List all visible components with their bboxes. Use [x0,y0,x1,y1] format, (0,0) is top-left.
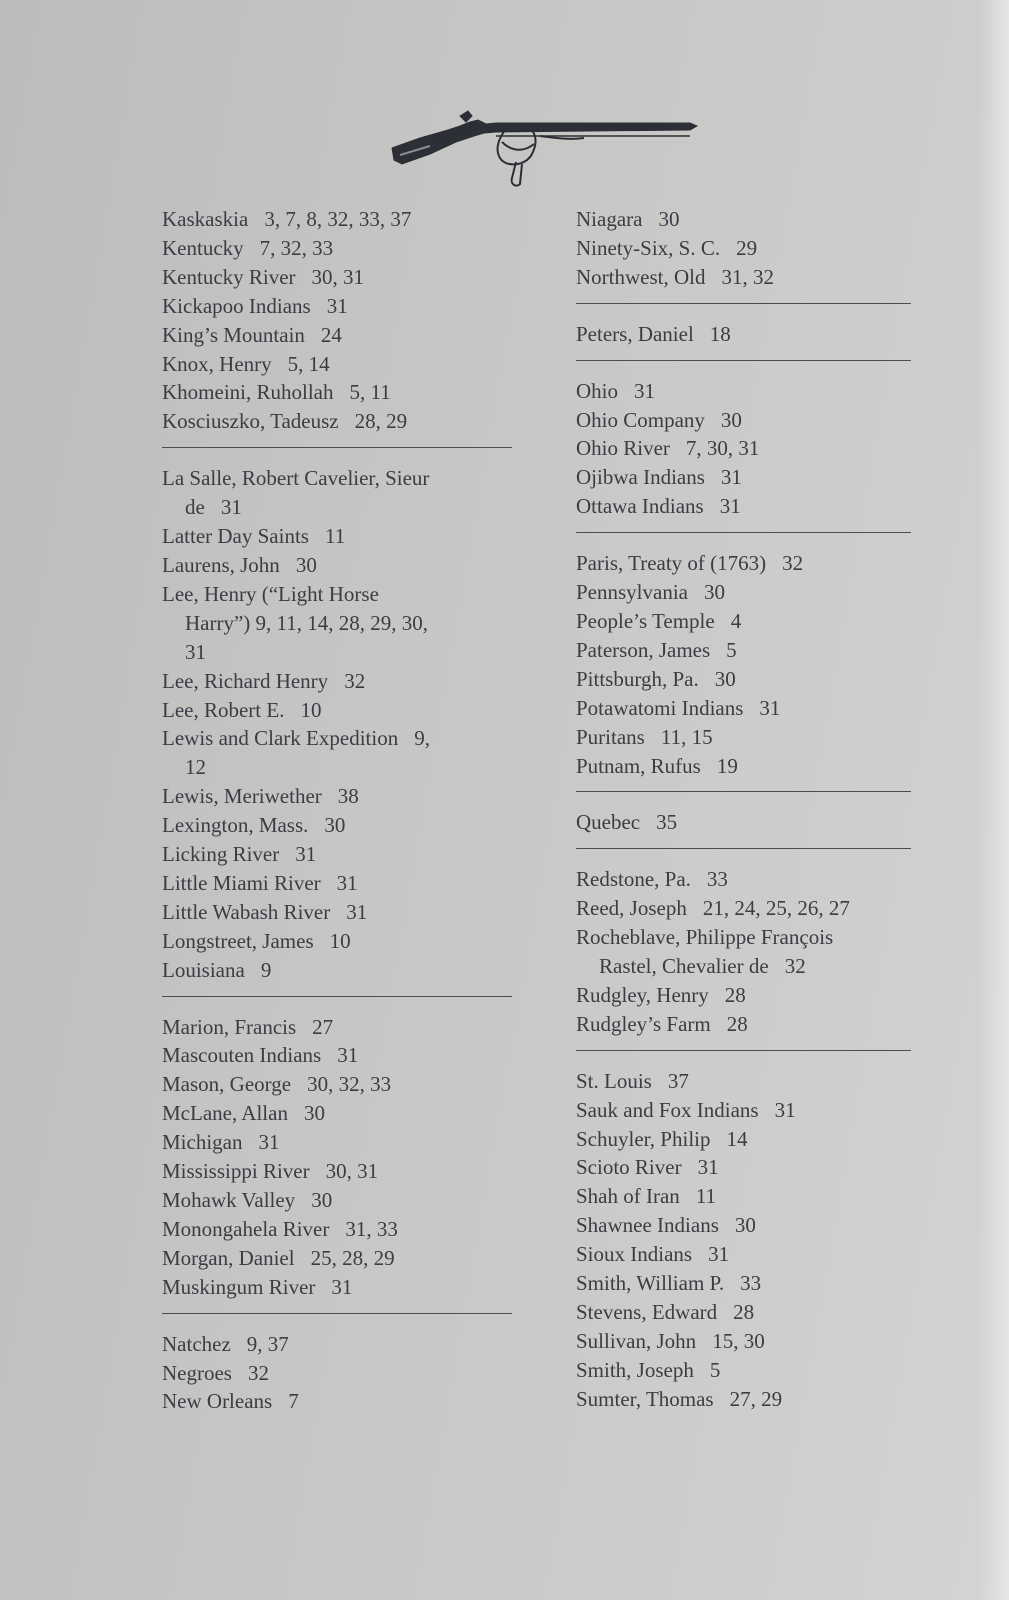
index-entry [576,578,911,607]
entry-pages: 4 [730,608,742,633]
entry-term: Louisiana [162,957,245,982]
section-divider [576,303,911,304]
index-entry-continuation [162,638,512,667]
section-divider [162,996,512,997]
index-entry [162,956,512,985]
section-divider [576,532,911,533]
entry-term: Scioto River [576,1155,682,1180]
index-entry [162,205,512,234]
entry-pages: 28, 29 [354,409,408,434]
index-entry [576,923,911,952]
entry-pages: 31 [774,1097,796,1122]
section-divider [576,791,911,792]
index-entry [576,607,911,636]
page-edge-shading [979,0,1009,1600]
entry-pages: 31 [759,695,781,720]
index-entry [576,808,911,837]
entry-pages: 33 [706,867,728,892]
flintlock-musket-with-powder-horn-icon [390,108,710,192]
entry-pages: 3, 7, 8, 32, 33, 37 [264,207,412,231]
index-entry [576,723,911,752]
index-entry [162,1215,512,1244]
entry-term: Redstone, Pa. [576,867,691,892]
index-entry [162,1041,512,1070]
section-divider [576,1050,911,1051]
entry-term-continued: Harry”) 9, 11, 14, 28, 29, 30, [185,610,429,635]
index-entry [576,549,911,578]
entry-pages: 30 [295,552,317,577]
entry-pages-continued: 12 [185,755,206,780]
entry-term: Sullivan, John [576,1328,697,1353]
entry-pages: 30, 31 [311,264,365,289]
entry-pages: 32 [784,954,806,979]
index-entry [576,320,911,349]
entry-term: Shawnee Indians [576,1213,719,1238]
entry-term: Little Wabash River [162,899,331,924]
entry-pages: 5, 11 [349,380,391,405]
entry-term: Mohawk Valley [162,1188,296,1212]
entry-pages: 31, 32 [721,264,774,289]
entry-term: Ninety-Six, S. C. [576,235,721,260]
entry-term: Rudgley’s Farm [576,1011,711,1036]
entry-pages: 29 [736,235,758,260]
index-entry [576,1125,911,1154]
entry-term: Kentucky River [162,264,296,289]
entry-term: Sauk and Fox Indians [576,1097,759,1122]
entry-pages: 10 [300,697,322,722]
index-entry [162,840,512,869]
entry-pages: 9 [260,957,272,982]
entry-term: Sioux Indians [576,1242,693,1267]
index-entry [576,1153,911,1182]
entry-term: Puritans [576,724,645,749]
index-section [576,1067,911,1414]
entry-term: Kickapoo Indians [162,293,311,318]
index-section [576,377,911,522]
entry-pages: 15, 30 [712,1328,765,1353]
entry-term: Quebec [576,810,641,835]
entry-term: Little Miami River [162,870,321,895]
entry-term: Lee, Robert E. [162,697,285,722]
index-entry [162,292,512,321]
index-entry [576,1240,911,1269]
entry-pages: 19 [716,753,738,778]
entry-pages: 27 [312,1014,334,1039]
entry-pages: 31 [634,378,655,403]
index-entry [162,522,512,551]
entry-term: Kentucky [162,235,244,260]
entry-pages: 31 [697,1155,719,1180]
entry-term: Lewis and Clark Expedition [162,726,399,751]
entry-term: Ohio [576,378,618,403]
entry-pages: 31 [326,293,348,318]
entry-pages: 30 [734,1213,756,1238]
entry-term: New Orleans [162,1389,273,1414]
index-entry [162,263,512,292]
entry-pages: 31 [337,1043,359,1068]
index-entry [576,865,911,894]
index-section [576,320,911,349]
index-entry [162,696,512,725]
entry-pages: 21, 24, 25, 26, 27 [702,896,850,921]
index-entry [576,234,911,263]
entry-term: Mississippi River [162,1159,310,1184]
entry-term: Lee, Henry (“Light Horse [162,581,379,606]
index-entry [576,636,911,665]
entry-term: Ojibwa Indians [576,465,705,490]
index-section [162,205,512,436]
entry-pages: 9, 37 [246,1331,289,1356]
entry-term: Shah of Iran [576,1184,680,1209]
entry-pages: 5, 14 [287,351,330,376]
index-entry [162,1387,512,1416]
entry-pages: 30 [324,813,346,838]
entry-term: Morgan, Daniel [162,1245,295,1270]
index-entry [576,1096,911,1125]
index-section [576,808,911,837]
index-column-right [576,205,911,1414]
entry-pages: 9, [414,726,430,751]
entry-pages: 33 [740,1271,762,1296]
entry-pages: 30 [714,666,736,691]
index-entry [576,463,911,492]
entry-term: Lexington, Mass. [162,813,309,838]
entry-term: Muskingum River [162,1274,316,1299]
index-entry [162,1186,512,1215]
entry-pages: 31 [719,494,741,519]
entry-pages: 7, 32, 33 [259,235,334,260]
index-entry-continuation [162,609,512,638]
entry-pages: 7, 30, 31 [685,436,760,461]
index-entry [576,1269,911,1298]
index-entry [162,782,512,811]
index-entry [162,811,512,840]
entry-pages: 37 [667,1068,689,1093]
entry-pages: 30 [658,207,680,231]
entry-term: Pennsylvania [576,580,688,605]
entry-pages: 18 [709,321,731,346]
index-entry [576,1067,911,1096]
entry-pages: 11 [324,524,346,549]
entry-pages: 31 [336,870,358,895]
entry-pages: 38 [337,784,359,809]
index-entry [576,492,911,521]
entry-term: Putnam, Rufus [576,753,701,778]
entry-pages: 30 [303,1101,325,1126]
index-entry [576,434,911,463]
entry-pages: 28 [724,982,746,1007]
index-entry-continuation [576,952,911,981]
section-divider [576,360,911,361]
entry-pages: 31 [331,1274,353,1299]
index-section [162,464,512,984]
entry-term: Longstreet, James [162,928,314,953]
entry-pages: 5 [726,637,737,662]
entry-term: Khomeini, Ruhollah [162,380,334,405]
index-entry [576,752,911,781]
entry-term: St. Louis [576,1068,652,1093]
entry-pages: 31 [708,1242,730,1267]
index-entry [162,551,512,580]
index-entry [162,927,512,956]
index-entry [162,869,512,898]
index-section [576,549,911,780]
entry-term: Rocheblave, Philippe François [576,925,834,950]
entry-pages: 30 [720,407,742,432]
index-entry [576,1298,911,1327]
index-entry [162,667,512,696]
entry-term: Mascouten Indians [162,1043,322,1068]
index-entry [162,1070,512,1099]
entry-pages: 32 [782,551,804,576]
section-divider [576,848,911,849]
index-section [162,1330,512,1417]
index-entry [576,894,911,923]
entry-pages: 11 [695,1184,717,1209]
entry-pages: 30, 31 [325,1159,379,1184]
entry-term: Smith, Joseph [576,1357,694,1382]
entry-term: Northwest, Old [576,264,706,289]
entry-pages-continued: 31 [185,639,206,664]
entry-term: Lewis, Meriwether [162,784,322,809]
entry-pages: 7 [288,1389,299,1414]
entry-pages: 14 [726,1126,748,1151]
index-entry [576,1182,911,1211]
entry-term: Schuyler, Philip [576,1126,711,1151]
index-entry [576,377,911,406]
entry-pages: 32 [247,1360,269,1385]
entry-term: Potawatomi Indians [576,695,744,720]
entry-pages: 31 [720,465,742,490]
entry-pages: 25, 28, 29 [310,1245,395,1270]
index-entry [162,1013,512,1042]
entry-term: King’s Mountain [162,322,305,347]
index-entry [162,1330,512,1359]
index-entry [576,694,911,723]
index-section [576,205,911,292]
entry-term: Licking River [162,842,280,867]
entry-pages: 35 [656,810,678,835]
index-entry [162,350,512,379]
index-entry [162,1244,512,1273]
entry-term: Ohio Company [576,407,705,432]
entry-term: Negroes [162,1360,232,1385]
index-entry [162,898,512,927]
entry-pages: 11, 15 [660,724,713,749]
index-entry [162,724,512,753]
entry-pages: 28 [726,1011,748,1036]
index-entry [576,1356,911,1385]
entry-term: Laurens, John [162,552,280,577]
index-column-left [162,205,512,1416]
entry-pages: 27, 29 [729,1386,783,1411]
entry-term: Smith, William P. [576,1271,725,1296]
entry-term: Ottawa Indians [576,494,704,519]
entry-term: Kosciuszko, Tadeusz [162,409,339,434]
entry-term: Paris, Treaty of (1763) [576,551,767,576]
index-entry [576,1211,911,1240]
index-entry [162,234,512,263]
index-entry [162,580,512,609]
entry-term: Marion, Francis [162,1014,297,1039]
index-entry [576,1385,911,1414]
entry-term: Natchez [162,1331,231,1356]
entry-term: Reed, Joseph [576,896,687,921]
entry-term-continued: Rastel, Chevalier de [599,954,769,979]
entry-term: Lee, Richard Henry [162,668,329,693]
entry-term: Ohio River [576,436,670,461]
entry-pages: 31 [295,842,317,867]
index-entry [576,1327,911,1356]
section-divider [162,1313,512,1314]
entry-pages: 31 [346,899,368,924]
entry-term-continued: de [185,495,205,520]
index-entry [162,1157,512,1186]
entry-term: Rudgley, Henry [576,982,709,1007]
index-entry [162,321,512,350]
index-entry [576,665,911,694]
entry-pages: 30 [703,580,725,605]
entry-term: Niagara [576,207,643,231]
index-entry [162,1128,512,1157]
entry-pages: 10 [329,928,351,953]
entry-term: Peters, Daniel [576,321,694,346]
entry-pages: 30 [311,1188,333,1212]
index-entry [576,263,911,292]
entry-pages: 32 [344,668,366,693]
entry-pages: 31 [258,1130,280,1155]
entry-pages: 31 [220,495,242,520]
entry-term: Mason, George [162,1072,292,1097]
index-entry [162,378,512,407]
entry-pages: 5 [709,1357,721,1382]
index-entry [162,407,512,436]
entry-term: People’s Temple [576,608,715,633]
entry-pages: 30, 32, 33 [307,1072,392,1097]
entry-term: Sumter, Thomas [576,1386,714,1411]
index-entry [576,205,911,234]
index-section [162,1013,512,1302]
index-entry [576,1010,911,1039]
entry-term: Stevens, Edward [576,1300,718,1324]
entry-term: Knox, Henry [162,351,272,376]
entry-term: La Salle, Robert Cavelier, Sieur [162,466,430,491]
entry-pages: 31, 33 [345,1216,398,1241]
entry-term: Latter Day Saints [162,524,309,549]
index-section [576,865,911,1038]
entry-pages: 24 [320,322,342,347]
index-entry-continuation [162,753,512,782]
entry-term: McLane, Allan [162,1101,288,1126]
index-entry [162,1099,512,1128]
index-entry [162,1359,512,1388]
index-entry [162,464,512,493]
index-entry [162,1273,512,1302]
entry-term: Kaskaskia [162,207,249,231]
entry-pages: 28 [733,1300,755,1324]
index-entry-continuation [162,493,512,522]
index-entry [576,406,911,435]
index-entry [576,981,911,1010]
entry-term: Pittsburgh, Pa. [576,666,699,691]
entry-term: Monongahela River [162,1216,330,1241]
entry-term: Michigan [162,1130,243,1155]
section-divider [162,447,512,448]
entry-term: Paterson, James [576,637,711,662]
